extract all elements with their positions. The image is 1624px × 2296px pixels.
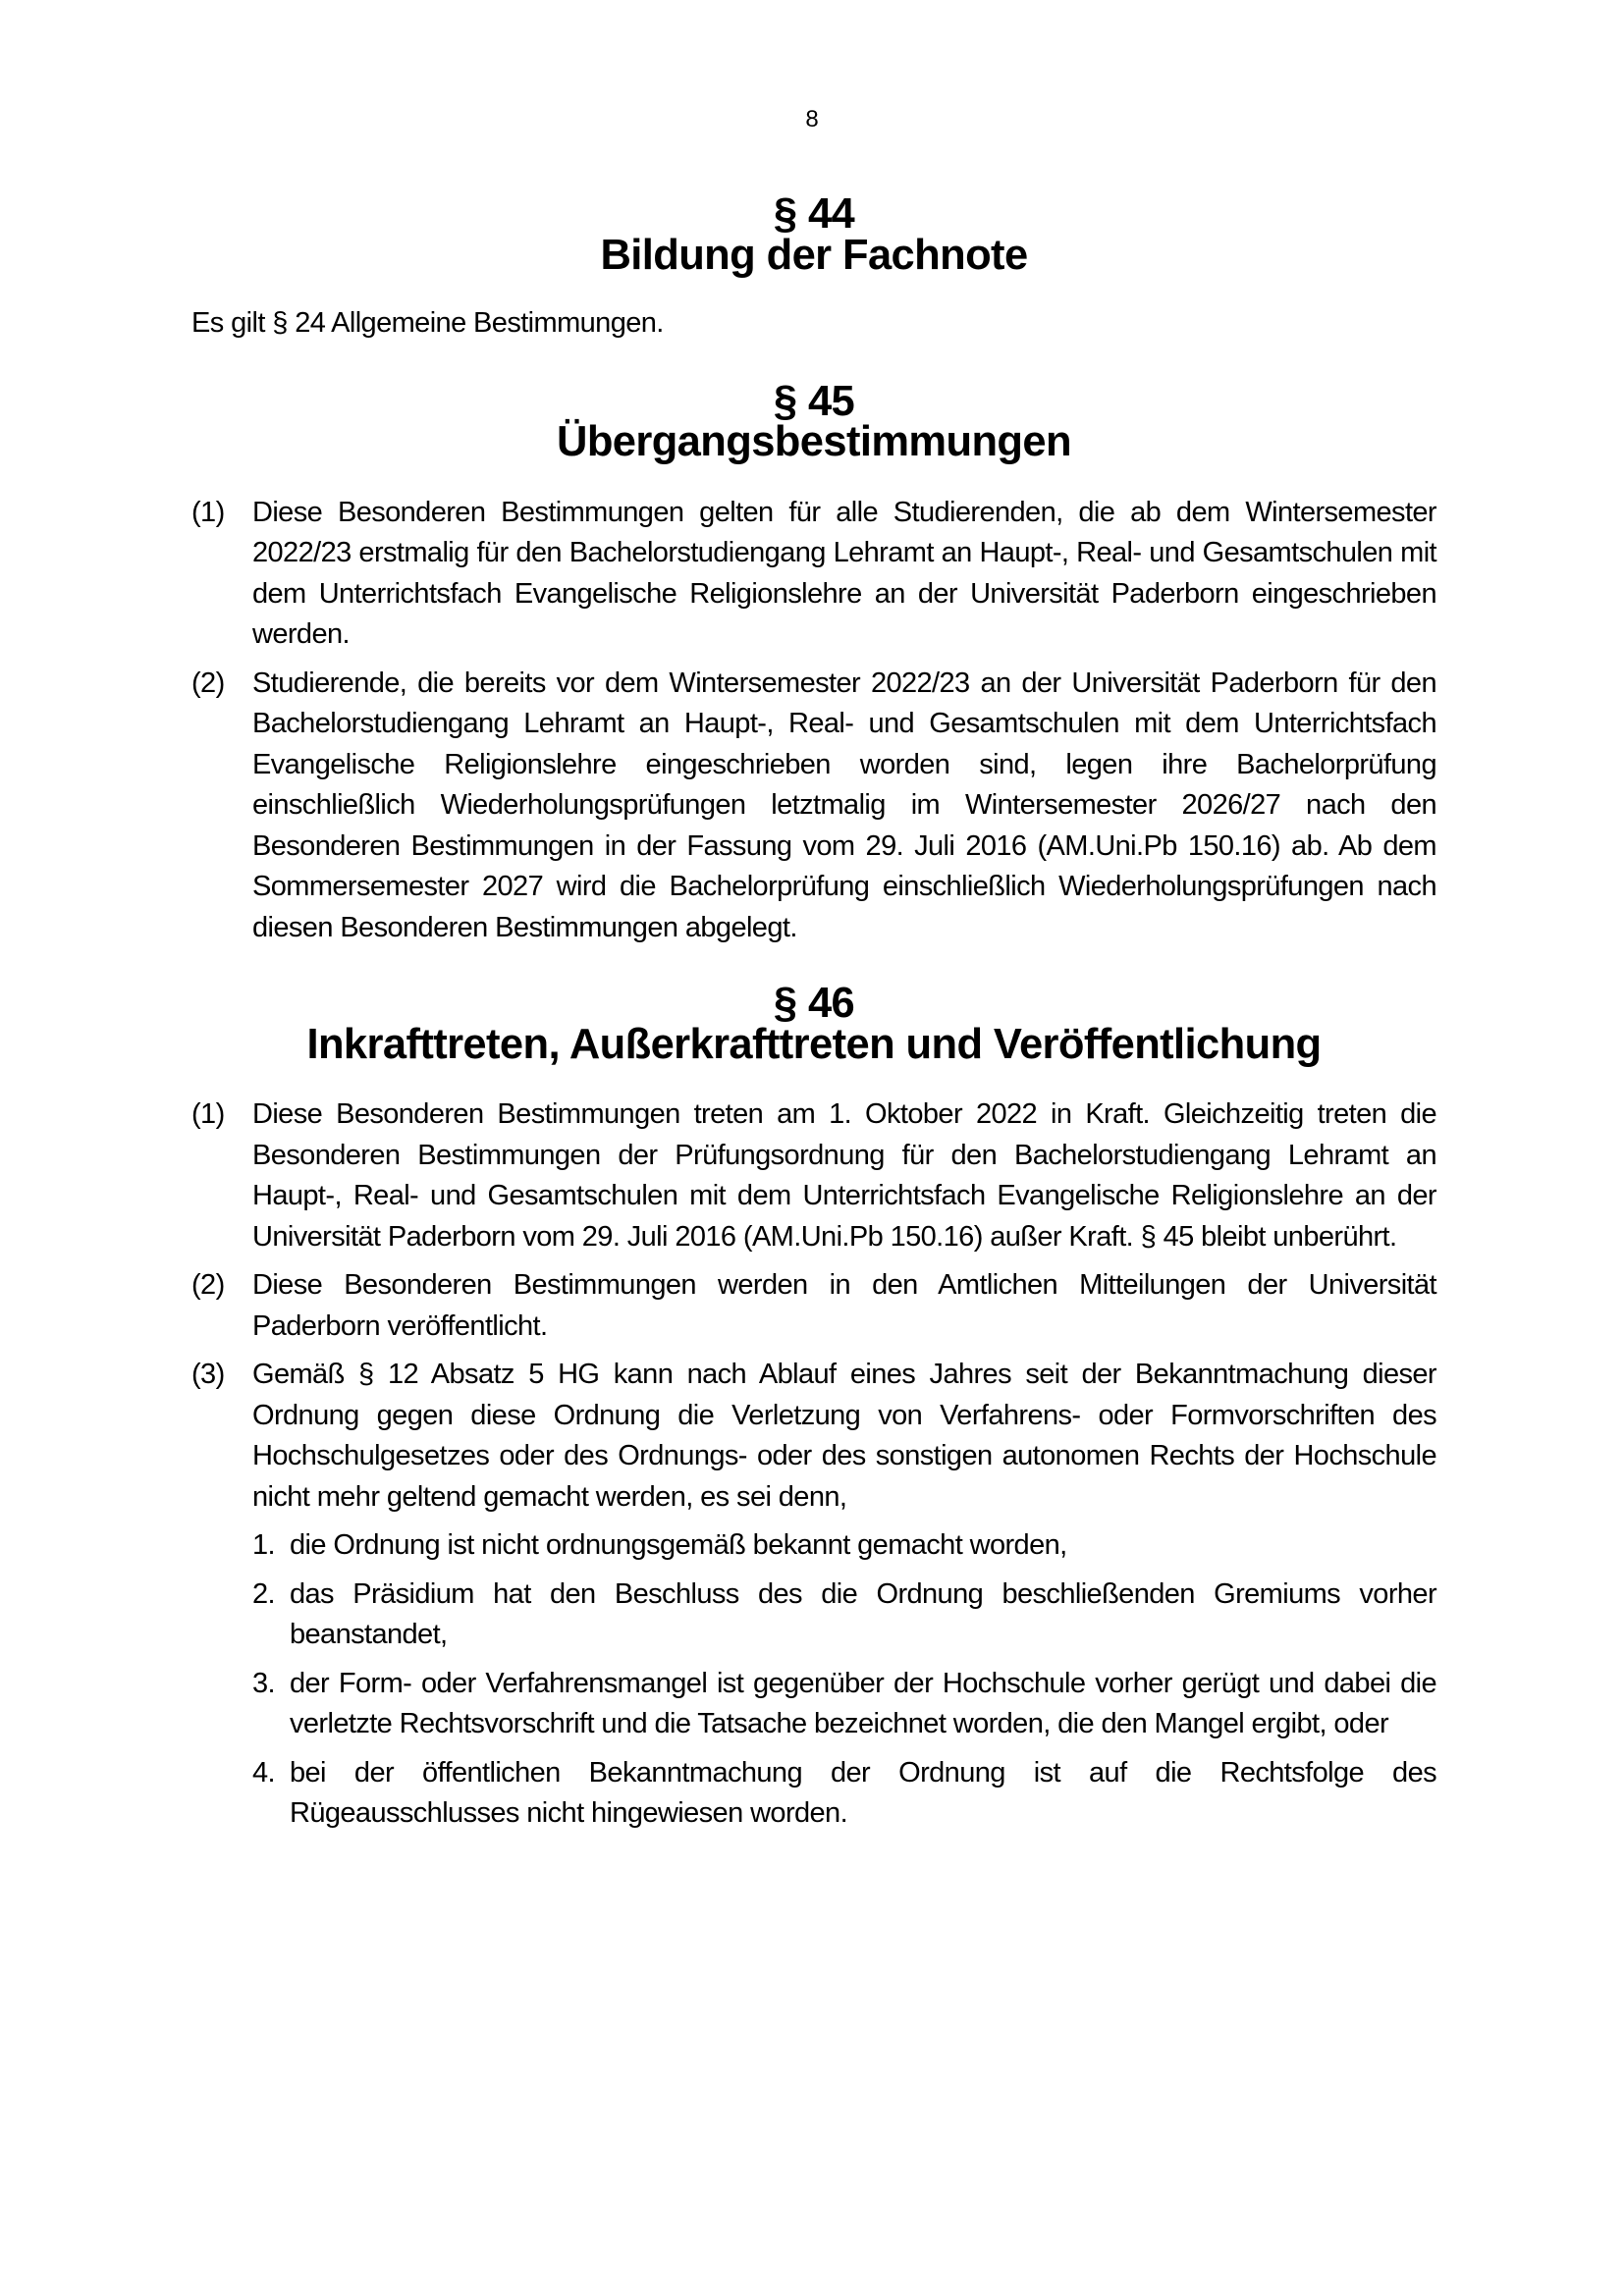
section-45 bbox=[191, 377, 1436, 949]
paragraph-item bbox=[191, 493, 1436, 656]
list-item bbox=[252, 1575, 1436, 1656]
section-46 bbox=[191, 980, 1436, 1835]
paragraph-item bbox=[191, 1355, 1436, 1835]
list-item bbox=[252, 1664, 1436, 1745]
paragraph-item bbox=[191, 664, 1436, 949]
paragraph-marker: (2) bbox=[191, 667, 225, 699]
paragraph-marker: (1) bbox=[191, 496, 225, 528]
paragraph-text: Gemäß § 12 Absatz 5 HG kann nach Ablauf eines Jahres seit der Bekanntmachung dieser Ordnung gegen diese Ordnung die Verletzung von Verfahrens- oder Formvorschriften des Hochschulgesetzes oder des Ordnungs- oder des sonstigen autonomen Rechts der Hochschule nicht mehr geltend gemacht werden, es sei denn, bbox=[252, 1359, 1436, 1513]
section-title: Bildung der Fachnote bbox=[600, 231, 1028, 279]
list-item-text: der Form- oder Verfahrensmangel ist gegenüber der Hochschule vorher gerügt und dabei die verletzte Rechtsvorschrift und die Tatsache bezeichnet worden, die den Mangel ergibt, oder bbox=[290, 1667, 1436, 1739]
list-item-marker: 3. bbox=[252, 1667, 275, 1699]
section-number: § 45 bbox=[773, 377, 855, 425]
list-item-text: bei der öffentlichen Bekanntmachung der Ordnung ist auf die Rechtsfolge des Rügeausschlusses nicht hingewiesen worden. bbox=[290, 1756, 1436, 1829]
section-number: § 44 bbox=[773, 190, 855, 238]
section-heading bbox=[191, 980, 1436, 1068]
list-item-marker: 1. bbox=[252, 1529, 275, 1561]
list-item-marker: 2. bbox=[252, 1577, 275, 1610]
paragraph-list bbox=[191, 1095, 1436, 1835]
paragraph-marker: (1) bbox=[191, 1098, 225, 1130]
section-heading bbox=[191, 377, 1436, 465]
paragraph-list bbox=[191, 493, 1436, 949]
section-heading bbox=[191, 190, 1436, 279]
paragraph-item bbox=[191, 1095, 1436, 1257]
page-number: 8 bbox=[805, 106, 819, 133]
numbered-list bbox=[252, 1525, 1436, 1835]
paragraph-marker: (3) bbox=[191, 1359, 225, 1390]
paragraph-text: Diese Besonderen Bestimmungen werden in den Amtlichen Mitteilungen der Universität Paderborn veröffentlicht. bbox=[252, 1269, 1436, 1342]
paragraph-marker: (2) bbox=[191, 1269, 225, 1301]
list-item bbox=[252, 1753, 1436, 1835]
section-44 bbox=[191, 190, 1436, 345]
list-item bbox=[252, 1525, 1436, 1567]
section-number: § 46 bbox=[773, 980, 855, 1027]
document-body bbox=[191, 190, 1436, 1842]
paragraph-text: Diese Besonderen Bestimmungen gelten für alle Studierenden, die ab dem Wintersemester 2022/23 erstmalig für den Bachelorstudiengang Lehramt an Haupt-, Real- und Gesamtschulen mit dem Unterrichtsfach Evangelische Religionslehre an der Universität Paderborn eingeschrieben werden. bbox=[252, 496, 1436, 650]
paragraph-item bbox=[191, 1265, 1436, 1347]
section-title: Inkrafttreten, Außerkrafttreten und Veröffentlichung bbox=[306, 1020, 1322, 1068]
list-item-text: die Ordnung ist nicht ordnungsgemäß bekannt gemacht worden, bbox=[290, 1529, 1067, 1561]
section-title: Übergangsbestimmungen bbox=[557, 418, 1071, 465]
paragraph-text: Diese Besonderen Bestimmungen treten am 1. Oktober 2022 in Kraft. Gleichzeitig treten die Besonderen Bestimmungen der Prüfungsordnung für den Bachelorstudiengang Lehramt an Haupt-, Real- und Gesamtschulen mit dem Unterrichtsfach Evangelische Religionslehre an der Universität Paderborn vom 29. Juli 2016 (AM.Uni.Pb 150.16) außer Kraft. § 45 bleibt unberührt. bbox=[252, 1098, 1436, 1253]
list-item-text: das Präsidium hat den Beschluss des die Ordnung beschließenden Gremiums vorher beanstandet, bbox=[290, 1577, 1436, 1650]
paragraph-text: Studierende, die bereits vor dem Wintersemester 2022/23 an der Universität Paderborn für den Bachelorstudiengang Lehramt an Haupt-, Real- und Gesamtschulen mit dem Unterrichtsfach Evangelische Religionslehre eingeschrieben worden sind, legen ihre Bachelorprüfung einschließlich Wiederholungsprüfungen letztmalig im Wintersemester 2026/27 nach den Besonderen Bestimmungen in der Fassung vom 29. Juli 2016 (AM.Uni.Pb 150.16) ab. Ab dem Sommersemester 2027 wird die Bachelorprüfung einschließlich Wiederholungsprüfungen nach diesen Besonderen Bestimmungen abgelegt. bbox=[252, 667, 1436, 943]
section-text: Es gilt § 24 Allgemeine Bestimmungen. bbox=[191, 307, 664, 339]
list-item-marker: 4. bbox=[252, 1756, 275, 1789]
